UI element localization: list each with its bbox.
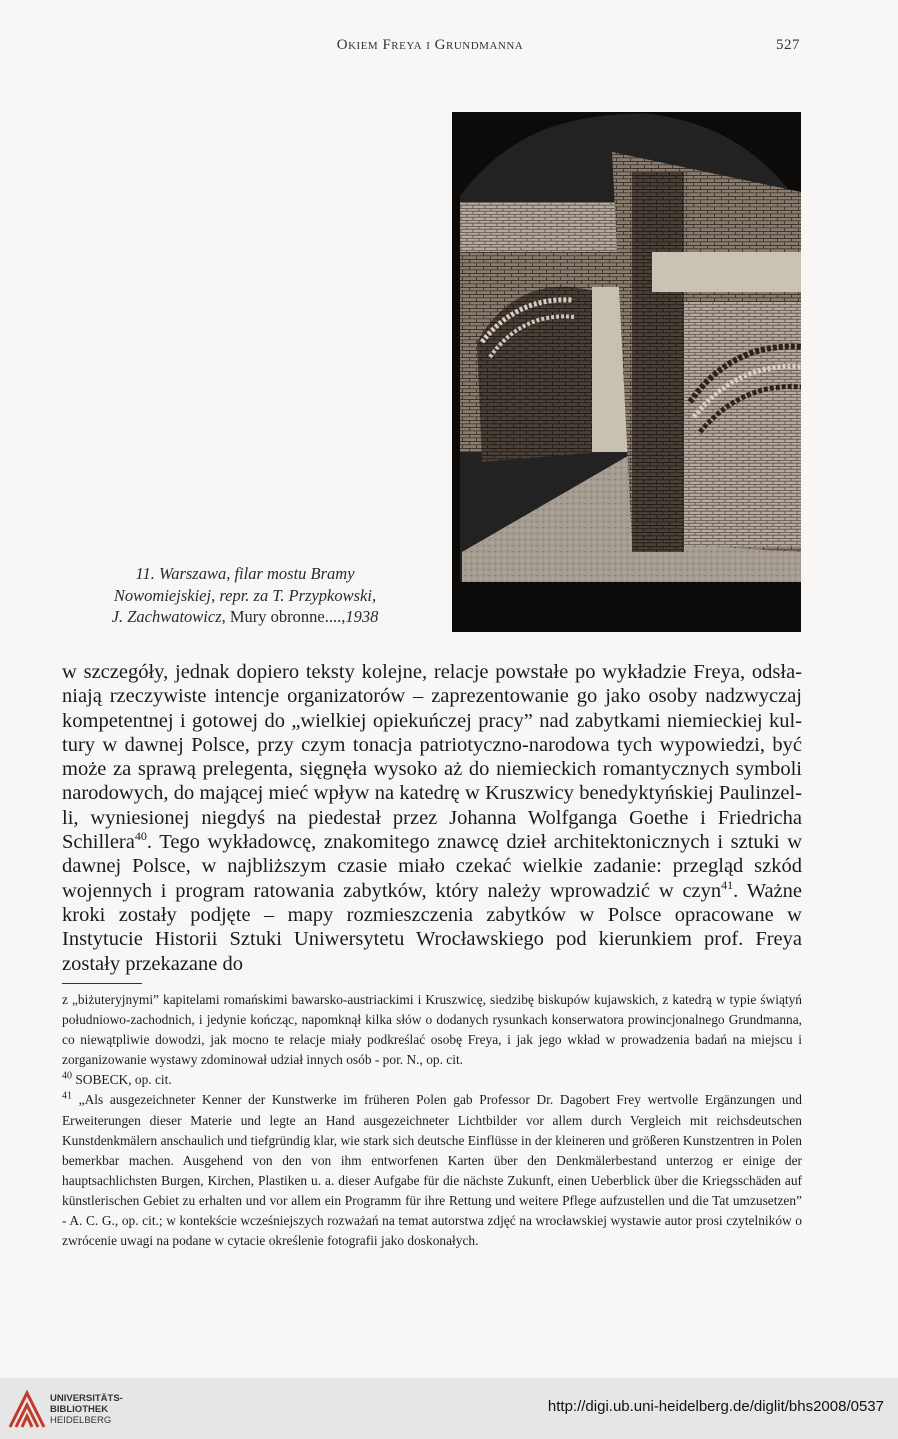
- caption-line: [70, 606, 420, 628]
- figure-caption: [70, 563, 420, 628]
- caption-line: 11. Warszawa, filar mostu Bramy: [135, 564, 355, 583]
- caption-book-title: Mury obronne....,: [229, 607, 346, 626]
- logo-line: HEIDELBERG: [50, 1415, 112, 1426]
- photo-illustration: [452, 112, 801, 632]
- footnote-text: „Als ausgezeichneter Kenner der Kunstwerke im früheren Polen gab Professor Dr. Dagobert Frey wertvolle Ergänzungen und Erweiterungen dieser Materie und legte an Hand ausgezeichneter Lichtbilder vor allem durch Vergleich mit reichsdeutschen Kunstdenkmälern anschaulich und tiefgründig klar, wie stark sich deutsche Einflüsse in der kleineren und größeren Kunstzentren in Polen bemerkbar machen. Ausgehend von den von ihm entworfenen Karten über den Denkmälerbestand unterzog er einige der hauptsachlichsten Burgen, Kirchen, Plastiken u. a. dieser Aufgabe für die nächste Zukunft, einen Ueberblick über die Kriegsschäden auf künstlerischen Gebiet zu erhalten und vor allem ein Programm für ihre Rettung und weitere Pflege aufzustellen und die Tat umzusetzen” - A. C. G., op. cit.; w kontekście wcześniejszych rozważań na temat autorstwa zdjęć na wrocławskiej wystawie autor prosi czytelników o zwrócenie uwagi na podane w cytacie określenie fotografii jako doskonałych.: [62, 1092, 802, 1249]
- footnote-divider: [62, 983, 142, 984]
- running-title: Okiem Freya i Grundmanna: [336, 37, 524, 53]
- logo-line: UNIVERSITÄTS-: [50, 1393, 123, 1404]
- library-logo-icon[interactable]: [8, 1389, 46, 1429]
- logo-line: BIBLIOTHEK: [50, 1404, 109, 1415]
- caption-authors: J. Zachwatowicz,: [111, 607, 226, 626]
- footnote-41: [62, 1090, 802, 1251]
- footnote-40: [62, 1070, 802, 1090]
- viewer-footer: [0, 1378, 898, 1439]
- caption-line: Nowomiejskiej, repr. za T. Przypkowski,: [113, 585, 377, 605]
- paragraph-text: . Tego wykładowcę, znakomitego znawcę dzieł architektonicznych i sztuki w dawnej Polsce, w najbliższym czasie miało czekać wielkie zadanie: przegląd szkód wojennych i program ratowania zabytków, który należy wprowadzić w czyn: [62, 831, 802, 902]
- footnote-mark: 41: [62, 1091, 72, 1102]
- caption-year: 1938: [345, 607, 379, 626]
- running-head: [60, 37, 800, 57]
- permalink-url[interactable]: http://digi.ub.uni-heidelberg.de/diglit/bhs2008/0537: [547, 1398, 884, 1415]
- figure-photo-bridge-pillar: [452, 112, 801, 632]
- main-paragraph: [62, 660, 802, 976]
- paragraph-text: w szczegóły, jednak dopiero teksty kolejne, relacje powstałe po wykładzie Freya, odsłaniają rzeczywiste intencje organizatorów – zaprezentowanie go jako osoby nadzwyczaj kompetentnej i gotowej do „wielkiej opiekuńczej pracy” nad zabytkami niemieckiej kultury w dawnej Polsce, przy czym tonacja patriotyczno-narodowa tych wypowiedzi, być może za sprawą prelegenta, sięgnęła wysoko aż do niemieckich romantycznych symboli narodowych, do mającej mieć wpływ na katedrę w Kruszwicy benedyktyńskiej Paulinzelli, wyniesionej niegdyś na piedestał przez Johanna Wolfganga Goethe i Friedricha Schillera: [62, 661, 802, 854]
- paragraph-text: . Ważne kroki zostały podjęte – mapy rozmieszczenia zabytków w Polsce opracowane w Instytucie Historii Sztuki Uniwersytetu Wrocławskiego pod kierunkiem prof. Freya zostały przekazane do: [62, 879, 802, 975]
- library-logo-text[interactable]: [50, 1393, 170, 1426]
- footnotes: [62, 990, 802, 1251]
- footnote-ref-41[interactable]: 41: [721, 877, 734, 892]
- footnote-continuation: z „biżuteryjnymi” kapitelami romańskimi bawarsko-austriackimi i Kruszwicę, siedzibę biskupów kujawskich, z katedrą w typie świątyń południowo-zachodnich, i jedynie kończąc, napomknął kilka słów o dodanych rysunkach konserwatora prowincjonalnego Grundmanna, co niewątpliwie dowodzi, jak mocno te relacje miały podkreślać osobę Freya, i jak jego wkład w prowadzenia badań na miejscu i zorganizowanie wystawy zdominował udział innych osób - por. N., op. cit.: [62, 992, 802, 1068]
- footnote-text: SOBECK, op. cit.: [75, 1072, 172, 1088]
- footnote-mark: 40: [62, 1070, 72, 1082]
- footnote-ref-40[interactable]: 40: [134, 829, 147, 844]
- page-number: 527: [776, 37, 800, 53]
